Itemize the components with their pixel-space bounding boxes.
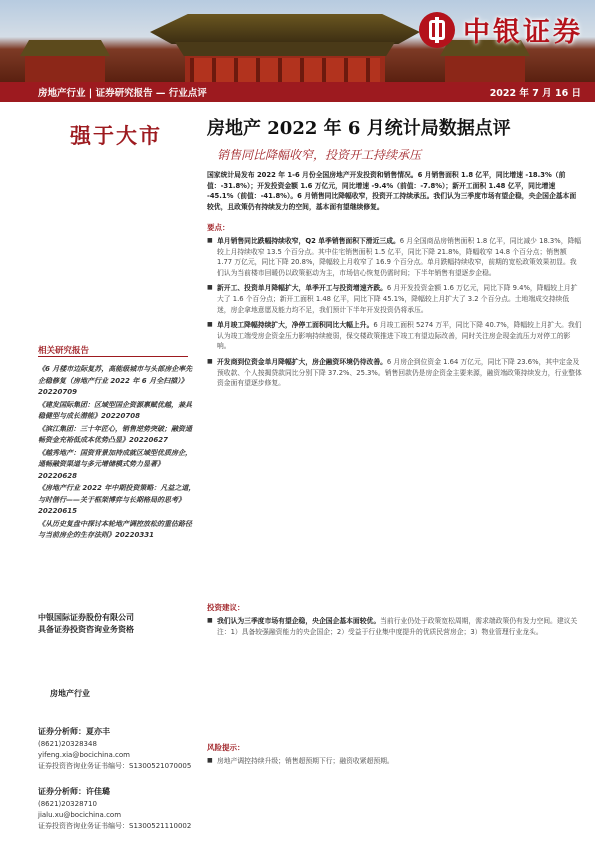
report-title: 房地产 2022 年 6 月统计局数据点评 [207, 118, 511, 139]
key-point [207, 236, 582, 278]
related-report-item: 《6 月楼市边际复苏，高能级城市与头部房企率先企稳修复（房地产行业 2022 年 6 月全扫描）》20220709 [38, 365, 193, 396]
related-report-item: 《滨江集团：三十年匠心，销售逆势突破；融资通畅资金充裕低成本优势凸显》20220627 [38, 424, 192, 444]
related-reports-list [38, 364, 198, 543]
header-banner [0, 0, 595, 82]
analyst-cert: 证券投资咨询业务证书编号：S1300521070005 [38, 762, 192, 770]
key-points-list [207, 236, 582, 394]
analyst-phone: (8621)20328710 [38, 800, 97, 808]
analyst-name: 证券分析师：许佳璐 [38, 787, 110, 796]
investment-point [207, 616, 582, 637]
related-report-item: 《建发国际集团：区域型国企资源禀赋优越，兼具稳健型与成长潜能》20220708 [38, 400, 192, 420]
main-content [207, 102, 585, 841]
firm-info [38, 612, 134, 635]
risk-point [207, 756, 582, 767]
side-building-roof [20, 40, 110, 56]
firm-name: 中银国际证券股份有限公司 [38, 613, 134, 622]
analyst-email[interactable]: yifeng.xia@bocichina.com [38, 751, 130, 759]
analyst-name: 证券分析师：夏亦丰 [38, 727, 110, 736]
key-point [207, 320, 582, 352]
key-point [207, 357, 582, 389]
risk-list [207, 756, 582, 772]
analyst-phone: (8621)20328348 [38, 740, 97, 748]
analyst-email[interactable]: jialu.xu@bocichina.com [38, 811, 122, 819]
key-point-lead: 新开工、投资单月降幅扩大，单季开工与投资增速齐跌。 [217, 284, 387, 293]
palace-roof [150, 14, 420, 44]
firm-qualification: 具备证券投资咨询业务资格 [38, 624, 134, 634]
related-report-item: 《从历史复盘中探讨本轮地产调控放松的重估路径与当前房企的生存法则》20220331 [38, 519, 192, 539]
investment-body: 当前行业仍处于政策宽松周期，需求端政策仍有发力空间。建议关注：1）具备较强融资能力的央企国企；2）受益于行业集中度提升的优质民营房企；3）物业管理行业龙头。 [217, 617, 578, 636]
key-point [207, 283, 582, 315]
side-building-wall [25, 56, 105, 82]
key-points-heading: 要点： [207, 223, 230, 232]
investment-lead: 我们认为三季度市场有望企稳，央企国企基本面较优。 [217, 617, 381, 625]
key-point-body: 6 月竣工面积 5274 万平，同比下降 40.7%，降幅较上月扩大。我们认为竣工端受房企资金压力影响持续疲弱，保交楼政策推进下竣工有望边际改善，同时关注房企现金流压力对停工的影响。 [217, 321, 582, 351]
key-point-body: 6 月开发投资金额 1.6 万亿元，同比下降 9.4%，降幅较上月扩大了 1.6 个百分点；新开工面积 1.48 亿平，同比下降 45.1%，降幅较上月扩大了 3.2 个百分点。土地端成交持续低迷，房企拿地意愿及能力均不足，我们预计下半年开发投资仍将承压。 [217, 284, 578, 314]
brand-logo [419, 10, 583, 49]
left-sidebar [0, 102, 200, 841]
side-building-wall [445, 56, 525, 82]
related-report-item: 《房地产行业 2022 年中期投资策略：凡益之道，与时偕行——关于框架博弈与长期格局的思考》20220615 [38, 484, 196, 515]
analyst-card [38, 786, 208, 832]
industry-rating: 强于大市 [70, 123, 162, 148]
report-category: 房地产行业 | 证券研究报告 — 行业点评 [38, 88, 207, 99]
investment-heading: 投资建议： [207, 603, 245, 612]
brand-name: 中银证券 [463, 17, 583, 48]
report-date: 2022 年 7 月 16 日 [489, 88, 581, 99]
key-point-body: 6 月全国商品房销售面积 1.8 亿平，同比减少 18.3%，降幅较上月持续收窄 13.5 个百分点。其中住宅销售面积 1.5 亿平，同比下降 21.8%，降幅收窄 14.8 个百分点；销售额 1.77 万亿元，同比下降 20.8%，降幅较上月收窄了 16.9 个百分点。单月跌幅持续收窄，前期的宽松政策效果初显。我们认为当前楼市回暖仍以政策驱动为主，市场信心恢复仍需时间；下半年销售有望逐步企稳。 [217, 237, 582, 277]
bank-logo-icon [419, 12, 455, 48]
analyst-card [38, 726, 208, 772]
industry-label: 房地产行业 [50, 689, 90, 698]
key-point-body: 6 月房企到位资金 1.64 万亿元，同比下降 23.6%，其中定金及预收款、个人按揭贷款同比分别下降 37.2%、25.3%。销售回款仍是房企资金主要来源，融资端政策持续发力，行业整体资金面有望逐步修复。 [217, 357, 582, 388]
investment-list [207, 616, 582, 642]
report-subtitle: 销售同比降幅收窄，投资开工持续承压 [217, 148, 422, 162]
key-point-lead: 开发商到位资金单月降幅扩大，房企融资环境仍待改善。 [217, 357, 387, 366]
report-intro: 国家统计局发布 2022 年 1-6 月份全国房地产开发投资和销售情况。6 月销售面积 1.8 亿平，同比增速 -18.3%（前值：-31.8%）；开发投资金额 1.6 万亿元，同比增速 -9.4%（前值：-7.8%）；新开工面积 1.48 亿平，同比增速 -45.1%（前值：-41.8%）。6 月销售同比降幅收窄，投资开工持续承压。我们认为三季度市场有望企稳，央企国企基本面较优，且政策仍有持续发力的空间，基本面有望继续修复。 [207, 171, 577, 211]
key-point-lead: 单月竣工降幅持续扩大，净停工面积同比大幅上升。 [217, 321, 374, 330]
related-report-item: 《越秀地产：国资背景加持成就区域型优质房企，通畅融资渠道与多元增储模式势力显著》20220628 [38, 448, 192, 480]
related-reports-heading: 相关研究报告 [38, 346, 90, 356]
risk-body: 房地产调控持续升级；销售超预期下行；融资收紧超预期。 [217, 757, 394, 765]
palace-columns [190, 58, 380, 82]
category-bar [0, 82, 595, 102]
risk-heading: 风险提示： [207, 743, 245, 752]
palace-lower-roof [175, 42, 395, 56]
analyst-cert: 证券投资咨询业务证书编号：S1300521110002 [38, 822, 192, 830]
key-point-lead: 单月销售同比跌幅持续收窄，Q2 单季销售面积下滑近三成。 [217, 237, 400, 245]
